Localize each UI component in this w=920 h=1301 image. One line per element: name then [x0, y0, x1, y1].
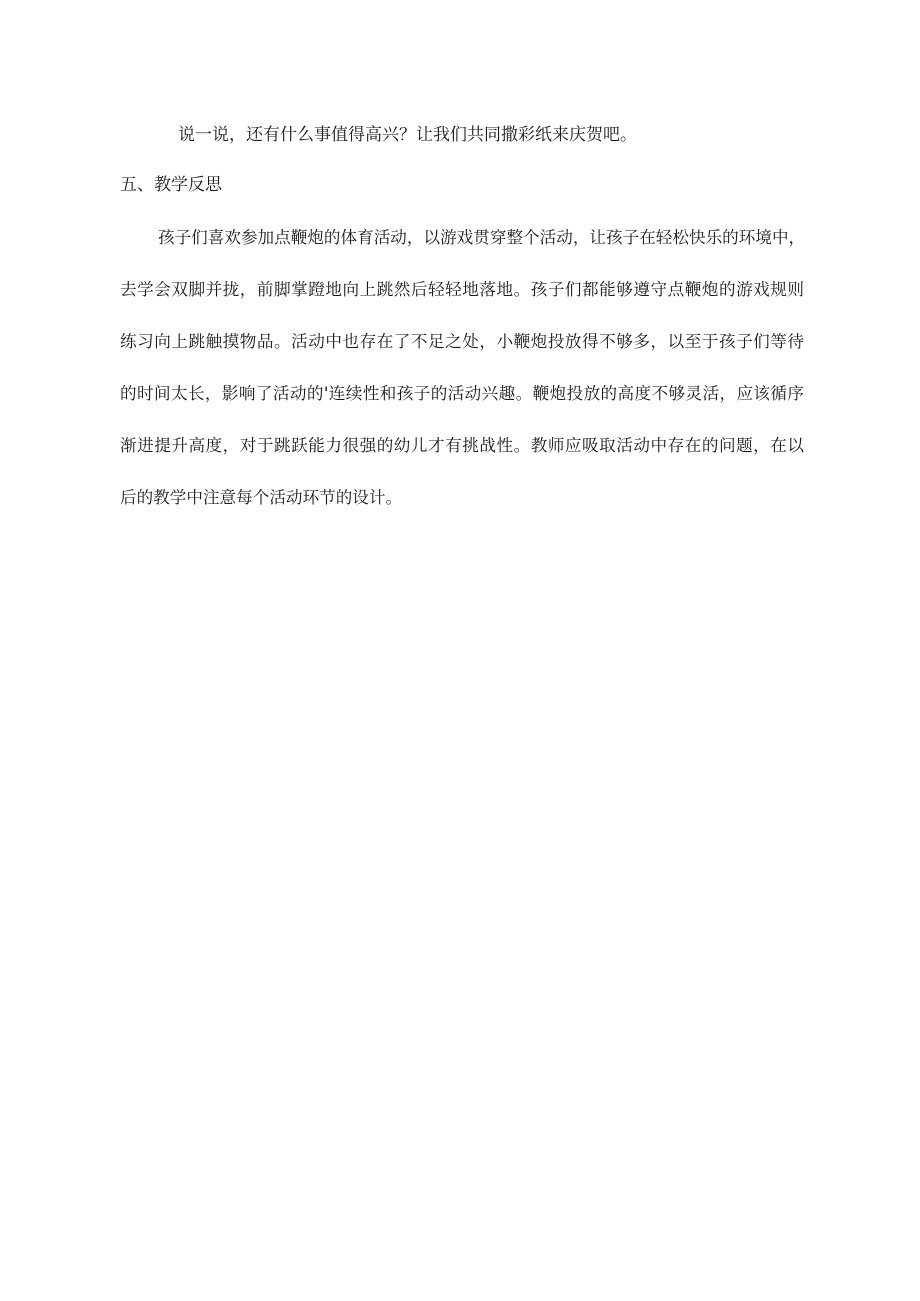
reflection-line: 去学会双脚并拢，前脚掌蹬地向上跳然后轻轻地落地。孩子们都能够遵守点鞭炮的游戏规则 [120, 280, 804, 299]
intro-paragraph: 说一说，还有什么事值得高兴？让我们共同撒彩纸来庆贺吧。 [178, 125, 637, 145]
section-heading-reflection: 五、教学反思 [120, 175, 222, 195]
page-content [120, 118, 804, 524]
reflection-line: 练习向上跳触摸物品。活动中也存在了不足之处，小鞭炮投放得不够多，以至于孩子们等待 [120, 332, 804, 351]
reflection-line: 孩子们喜欢参加点鞭炮的体育活动，以游戏贯穿整个活动，让孩子在轻松快乐的环境中， [158, 228, 806, 247]
reflection-paragraph [120, 212, 804, 524]
reflection-line: 的时间太长，影响了活动的'连续性和孩子的活动兴趣。鞭炮投放的高度不够灵活，应该循序 [120, 384, 804, 403]
reflection-line: 渐进提升高度，对于跳跃能力很强的幼儿才有挑战性。教师应吸取活动中存在的问题，在以 [120, 436, 804, 455]
reflection-line: 后的教学中注意每个活动环节的设计。 [120, 488, 403, 507]
